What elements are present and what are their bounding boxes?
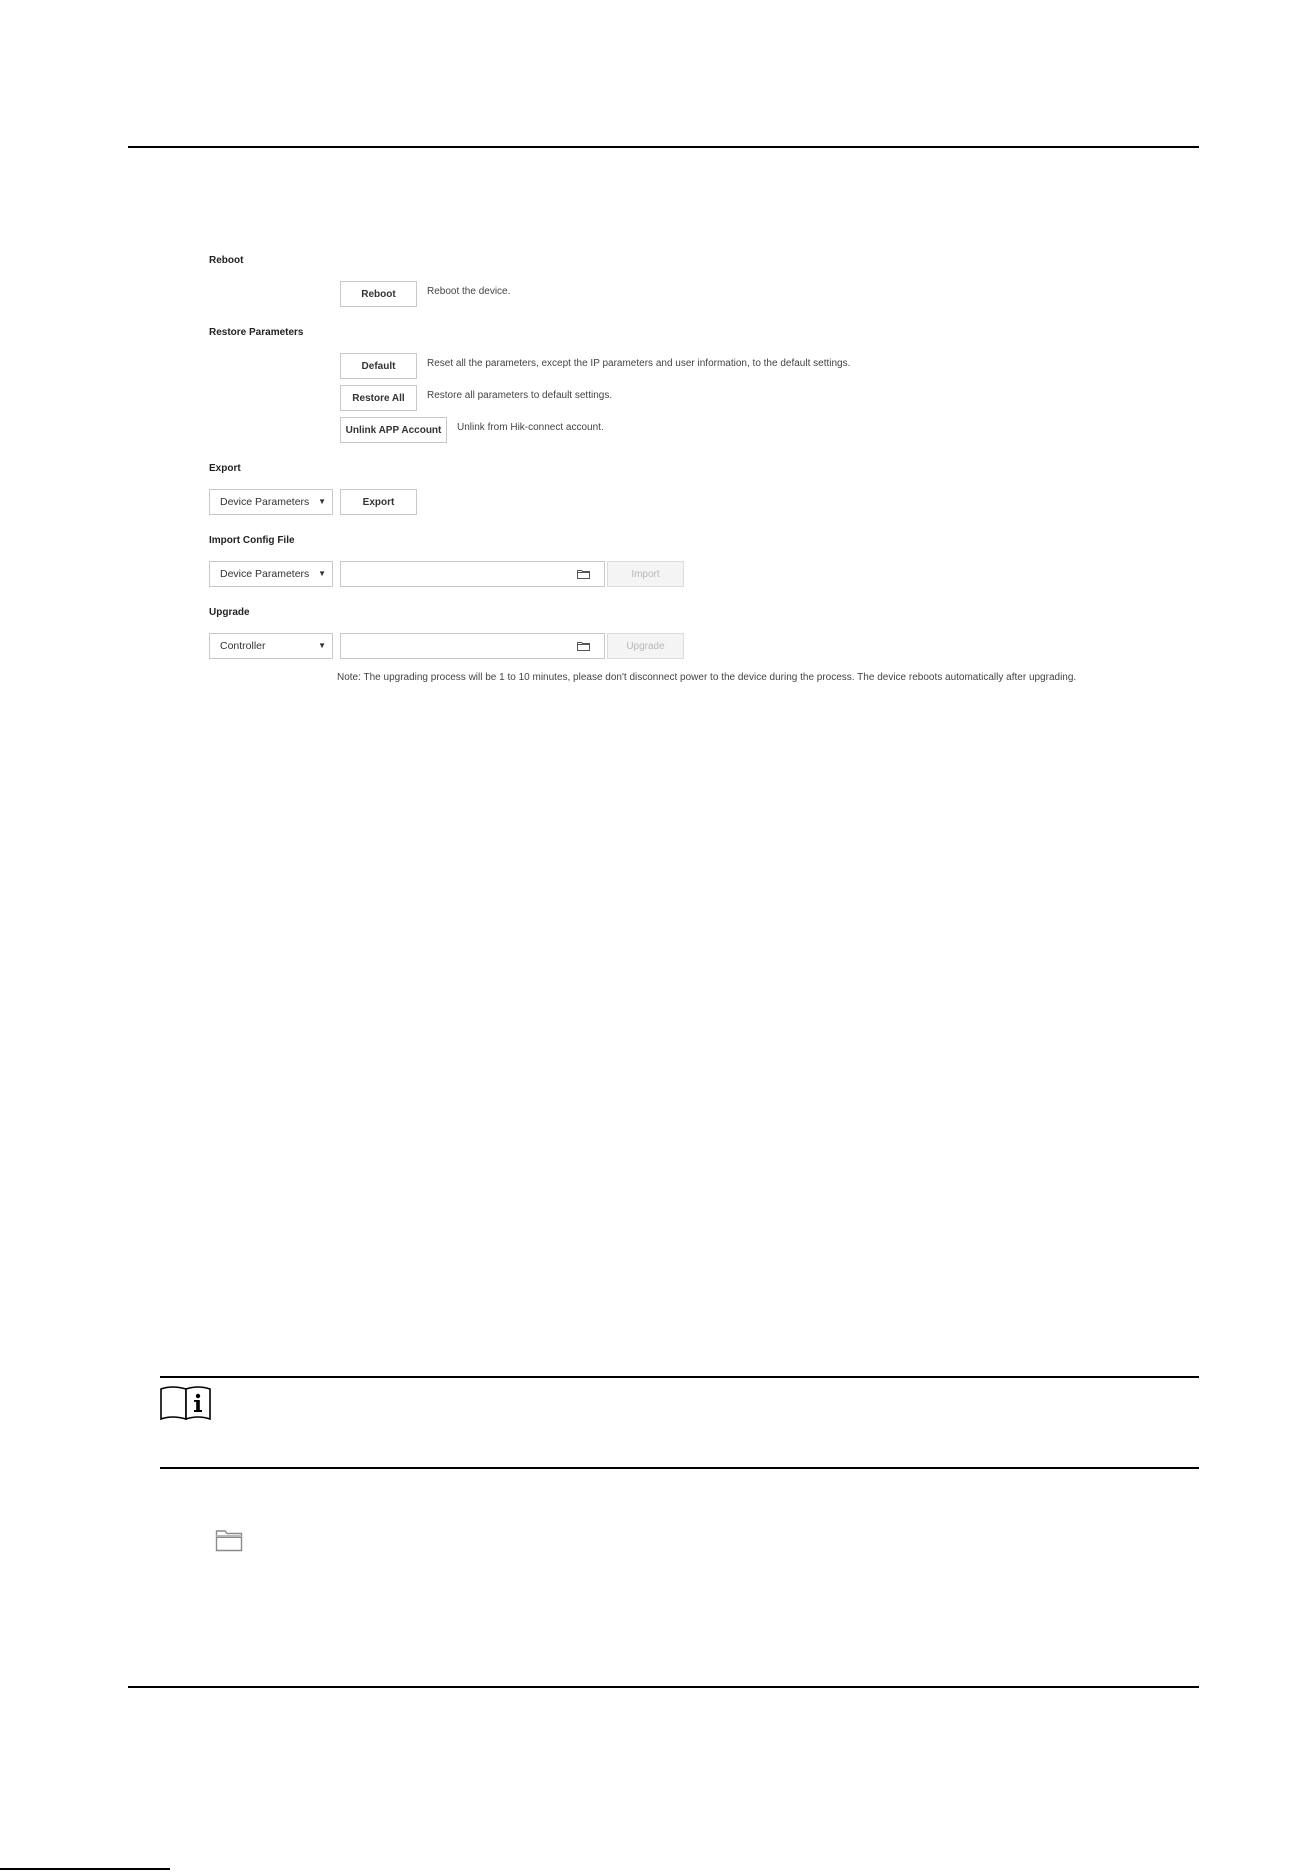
- note-top-rule: [160, 1376, 1199, 1378]
- upgrade-select-value: Controller: [220, 640, 266, 652]
- section-title-restore: Restore Parameters: [209, 327, 304, 338]
- bottom-edge-strip: [0, 1866, 1313, 1873]
- import-file-input[interactable]: [340, 561, 605, 587]
- section-title-upgrade: Upgrade: [209, 607, 250, 618]
- import-select-value: Device Parameters: [220, 568, 310, 580]
- restore-all-button[interactable]: Restore All: [340, 385, 417, 411]
- upgrade-type-select[interactable]: [209, 633, 333, 659]
- restore-all-description: Restore all parameters to default settings.: [427, 390, 613, 401]
- chevron-down-icon: ▼: [318, 569, 326, 578]
- section-title-export: Export: [209, 463, 241, 474]
- folder-icon: [215, 1528, 243, 1552]
- reboot-description: Reboot the device.: [427, 286, 511, 297]
- reboot-button[interactable]: Reboot: [340, 281, 417, 307]
- export-type-select[interactable]: [209, 489, 333, 515]
- export-select-value: Device Parameters: [220, 496, 310, 508]
- import-button[interactable]: Import: [607, 561, 684, 587]
- chevron-down-icon: ▼: [318, 497, 326, 506]
- upgrade-button[interactable]: Upgrade: [607, 633, 684, 659]
- export-button[interactable]: Export: [340, 489, 417, 515]
- note-bottom-rule: [160, 1467, 1199, 1469]
- import-type-select[interactable]: [209, 561, 333, 587]
- maintenance-panel-screenshot: [190, 235, 1140, 705]
- note-book-icon: [160, 1385, 212, 1421]
- section-title-reboot: Reboot: [209, 255, 244, 266]
- upgrade-file-input[interactable]: [340, 633, 605, 659]
- unlink-description: Unlink from Hik-connect account.: [457, 422, 604, 433]
- header-rule: [128, 146, 1199, 148]
- default-button[interactable]: Default: [340, 353, 417, 379]
- footer-rule: [128, 1686, 1199, 1688]
- folder-icon[interactable]: [577, 641, 590, 651]
- unlink-app-account-button[interactable]: Unlink APP Account: [340, 417, 447, 443]
- chevron-down-icon: ▼: [318, 641, 326, 650]
- section-title-import: Import Config File: [209, 535, 295, 546]
- folder-icon[interactable]: [577, 569, 590, 579]
- default-description: Reset all the parameters, except the IP parameters and user information, to the default settings.: [427, 358, 851, 369]
- upgrade-note: Note: The upgrading process will be 1 to 10 minutes, please don't disconnect power to the device during the process. The device reboots automatically after upgrading.: [337, 672, 1077, 683]
